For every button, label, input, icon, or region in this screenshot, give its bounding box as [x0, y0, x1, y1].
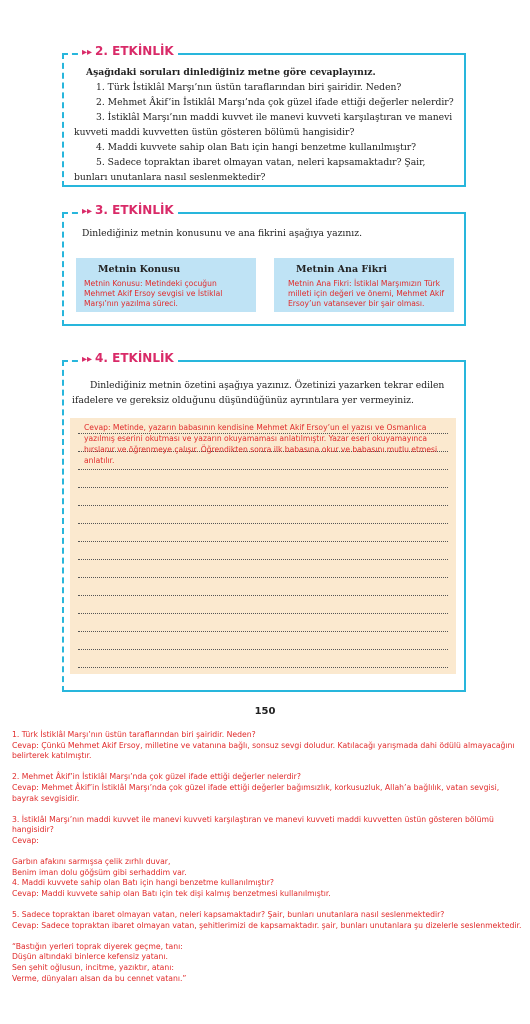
etkinlik-4-box [62, 351, 466, 692]
etkinlik-2-box [62, 44, 466, 187]
page-number: 150 [254, 706, 276, 717]
konu-card [76, 258, 256, 312]
answer-line: “Bastığın yerleri toprak diyerek geçme, tanı: [12, 941, 183, 951]
konu-answer: Metnin Konusu: Metindeki çocuğun Mehmet Akif Ersoy sevgisi ve İstiklal Marşı’nın yazılma süreci. [84, 279, 223, 308]
answer-line: Benim iman dolu göğsüm gibi serhaddim var. [12, 867, 187, 877]
ana-fikir-card [274, 258, 454, 312]
answer-line: Cevap: Maddi kuvvete sahip olan Batı için tek dişi kalmış benzetmesi kullanılmıştır. [12, 888, 331, 898]
konu-title: Metnin Konusu [98, 264, 181, 275]
answer-line [12, 804, 524, 815]
double-arrow-icon: ▸▸ [82, 206, 93, 217]
question-5: 5. Sadece topraktan ibaret olmayan vatan, neleri kapsamaktadır? Şair, bunları unutanlara nasıl seslenmektedir? [74, 157, 426, 183]
answer-line [12, 931, 524, 942]
ana-fikir-answer: Metnin Ana Fikri: İstiklal Marşımızın Türk milleti için değeri ve önemi, Mehmet Akif Ersoy’un vatansever bir şair olması. [288, 279, 445, 308]
answer-line [12, 762, 524, 773]
etkinlik-4-instruction: Dinlediğiniz metnin özetini aşağıya yazınız. Özetinizi yazarken tekrar edilen ifadelere ve gereksiz olduğunu düşündüğünüz ayrıntılara yer vermeyiniz. [72, 380, 445, 406]
answer-line [12, 900, 524, 911]
answer-line [12, 847, 524, 858]
answer-line: Garbın afakını sarmışsa çelik zırhlı duvar, [12, 857, 171, 867]
double-arrow-icon: ▸▸ [82, 47, 93, 58]
question-2: 2. Mehmet Âkif’in İstiklâl Marşı’nda çok güzel ifade ettiği değerler nelerdir? [96, 97, 454, 108]
etkinlik-2-instruction: Aşağıdaki soruları dinlediğiniz metne göre cevaplayınız. [86, 67, 376, 78]
answer-line: Cevap: [12, 835, 39, 845]
etkinlik-3-instruction: Dinlediğiniz metnin konusunu ve ana fikrini aşağıya yazınız. [82, 228, 362, 239]
answer-line: 4. Maddi kuvvete sahip olan Batı için hangi benzetme kullanılmıştır? [12, 878, 274, 888]
question-3: 3. İstiklâl Marşı’nın maddi kuvvet ile manevi kuvveti karşılaştıran ve manevi kuvveti maddi kuvvetten üstün gösteren bölümü hangisidir? [74, 112, 453, 138]
answer-line: Cevap: Mehmet Âkif’in İstiklâl Marşı’nda çok güzel ifade ettiği değerler bağımsızlık, korkusuzluk, Allah’a bağlılık, vatan sevgisi, bayrak sevgisidir. [12, 782, 500, 803]
summary-answer: Cevap: Metinde, yazarın babasının kendisine Mehmet Akif Ersoy’un el yazısı ve Osmanlıca yazılmış eserini okutması ve yazarın okuyamaması anlatılmıştır. Yazar eseri okuyamayınca hırslanır ve öğrenmeye çalışır. Öğrendikten sonra ilk babasına okur ve babasını mutlu etmesi anlatılır. [84, 423, 438, 465]
question-1: 1. Türk İstiklâl Marşı’nın üstün taraflarından biri şairidir. Neden? [96, 82, 402, 93]
answer-line: 1. Türk İstiklâl Marşı’nın üstün taraflarından biri şairidir. Neden? [12, 730, 256, 739]
answer-line: Cevap: Çünkü Mehmet Akif Ersoy, milletine ve vatanına bağlı, sonsuz sevgi doludur. Katılacağı yarışmada dahi ödülü almayacağını belirterek katılmıştır. [12, 740, 515, 761]
answer-line: 5. Sadece topraktan ibaret olmayan vatan, neleri kapsamaktadır? Şair, bunları unutanlara nasıl seslenmektedir? [12, 910, 445, 920]
question-4: 4. Maddi kuvvete sahip olan Batı için hangi benzetme kullanılmıştır? [96, 142, 417, 153]
answer-line: 3. İstiklâl Marşı’nın maddi kuvvet ile manevi kuvveti karşılaştıran ve manevi kuvveti maddi kuvvetten üstün gösteren bölümü hangisidir? [12, 814, 494, 835]
etkinlik-4-title: ▸▸ 4. ETKİNLİK [78, 351, 178, 365]
answer-line: Düşün altındaki binlerce kefensiz yatanı. [12, 952, 168, 962]
answer-line: Cevap: Sadece topraktan ibaret olmayan vatan, şehitlerimizi de kapsamaktadır. şair, bunları unutanlara şu dizelerle seslenmektedir. [12, 920, 522, 930]
etkinlik-3-box [62, 203, 466, 326]
double-arrow-icon: ▸▸ [82, 354, 93, 365]
answer-line: 2. Mehmet Âkif’in İstiklâl Marşı’nda çok güzel ifade ettiği değerler nelerdir? [12, 772, 301, 782]
summary-area [70, 418, 456, 674]
answer-line: Verme, dünyaları alsan da bu cennet vatanı.” [12, 973, 187, 983]
answer-list [12, 730, 524, 984]
etkinlik-2-title: ▸▸ 2. ETKİNLİK [78, 44, 178, 58]
ana-fikir-title: Metnin Ana Fikri [296, 264, 387, 275]
answer-line: Sen şehit oğlusun, incitme, yazıktır, atanı: [12, 963, 174, 973]
etkinlik-3-title: ▸▸ 3. ETKİNLİK [78, 203, 178, 217]
